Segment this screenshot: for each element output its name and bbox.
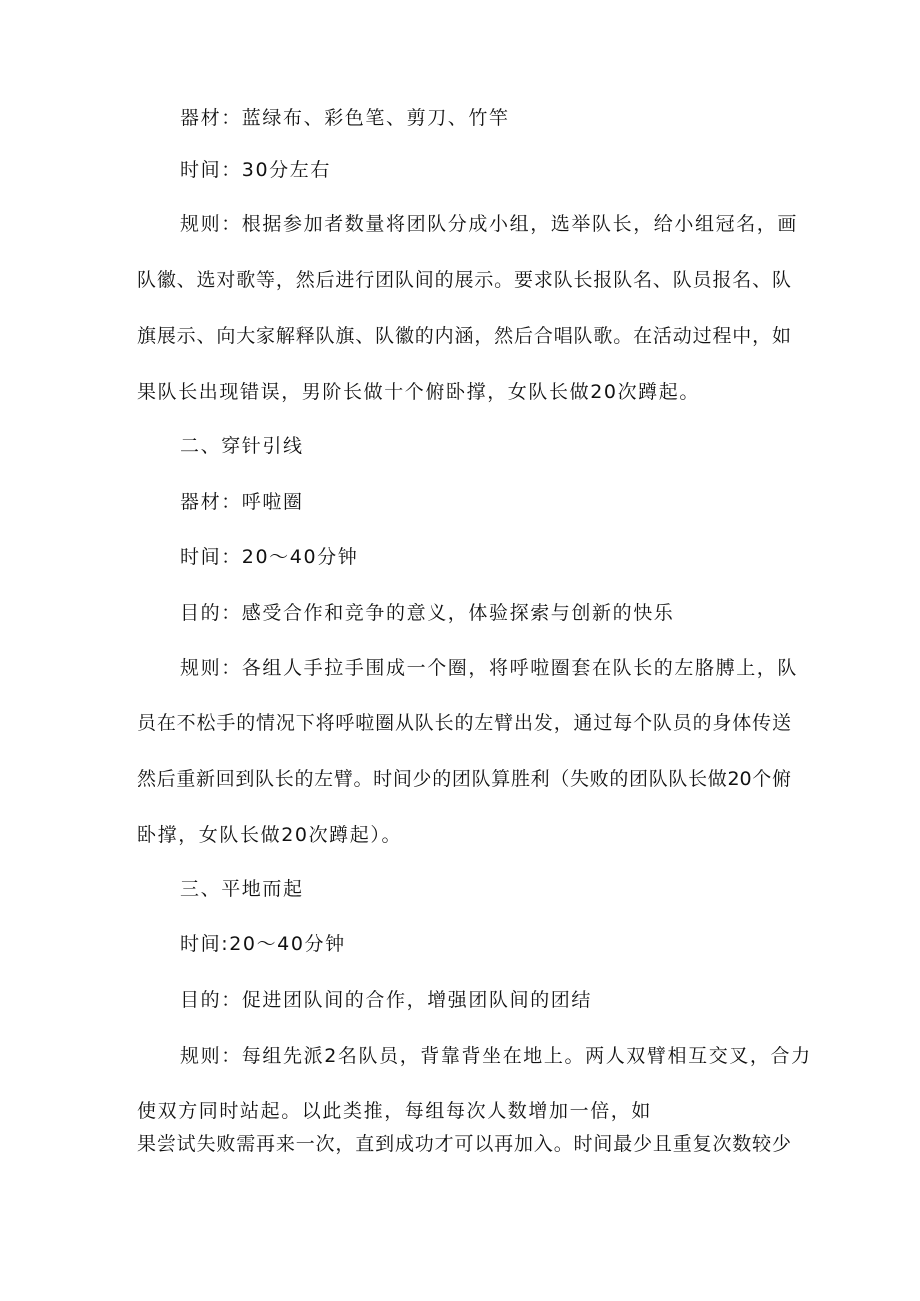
rules-3-line-2: 使双方同时站起。以此类推，每组每次人数增加一倍，如 <box>137 1100 653 1122</box>
rules-1-line-3: 旗展示、向大家解释队旗、队徽的内涵，然后合唱队歌。在活动过程中，如 <box>137 325 791 347</box>
rules-1-line-2: 队徽、选对歌等，然后进行团队间的展示。要求队长报队名、队员报名、队 <box>137 269 791 291</box>
rules-2-line-1: 规则：各组人手拉手围成一个圈，将呼啦圈套在队长的左胳膊上，队 <box>180 657 799 679</box>
rules-2-line-2: 员在不松手的情况下将呼啦圈从队长的左臂出发，通过每个队员的身体传送 <box>137 712 791 734</box>
time-line-2: 时间：20〜40分钟 <box>180 546 359 568</box>
rules-2-line-3: 然后重新回到队长的左臂。时间少的团队算胜利（失败的团队队长做20个俯 <box>137 768 791 790</box>
purpose-line-2: 目的：感受合作和竞争的意义，体验探索与创新的快乐 <box>180 602 675 624</box>
rules-1-line-1: 规则：根据参加者数量将团队分成小组，选举队长，给小组冠名，画 <box>180 213 799 235</box>
equipment-line-1: 器材：蓝绿布、彩色笔、剪刀、竹竿 <box>180 107 510 129</box>
rules-2-line-4: 卧撑，女队长做20次蹲起）。 <box>137 824 403 846</box>
time-line-3: 时间:20〜40分钟 <box>180 933 346 955</box>
rules-1-line-4: 果队长出现错误，男阶长做十个俯卧撑，女队长做20次蹲起。 <box>137 381 700 403</box>
rules-3-line-1: 规则：每组先派2名队员，背靠背坐在地上。两人双臂相互交叉，合力 <box>180 1045 812 1067</box>
rules-3-line-3: 果尝试失败需再来一次，直到成功才可以再加入。时间最少且重复次数较少 <box>137 1133 791 1155</box>
time-line-1: 时间：30分左右 <box>180 159 331 181</box>
equipment-line-2: 器材：呼啦圈 <box>180 491 304 513</box>
purpose-line-3: 目的：促进团队间的合作，增强团队间的团结 <box>180 989 593 1011</box>
section-heading-2: 二、穿针引线 <box>180 435 304 457</box>
section-heading-3: 三、平地而起 <box>180 878 304 900</box>
